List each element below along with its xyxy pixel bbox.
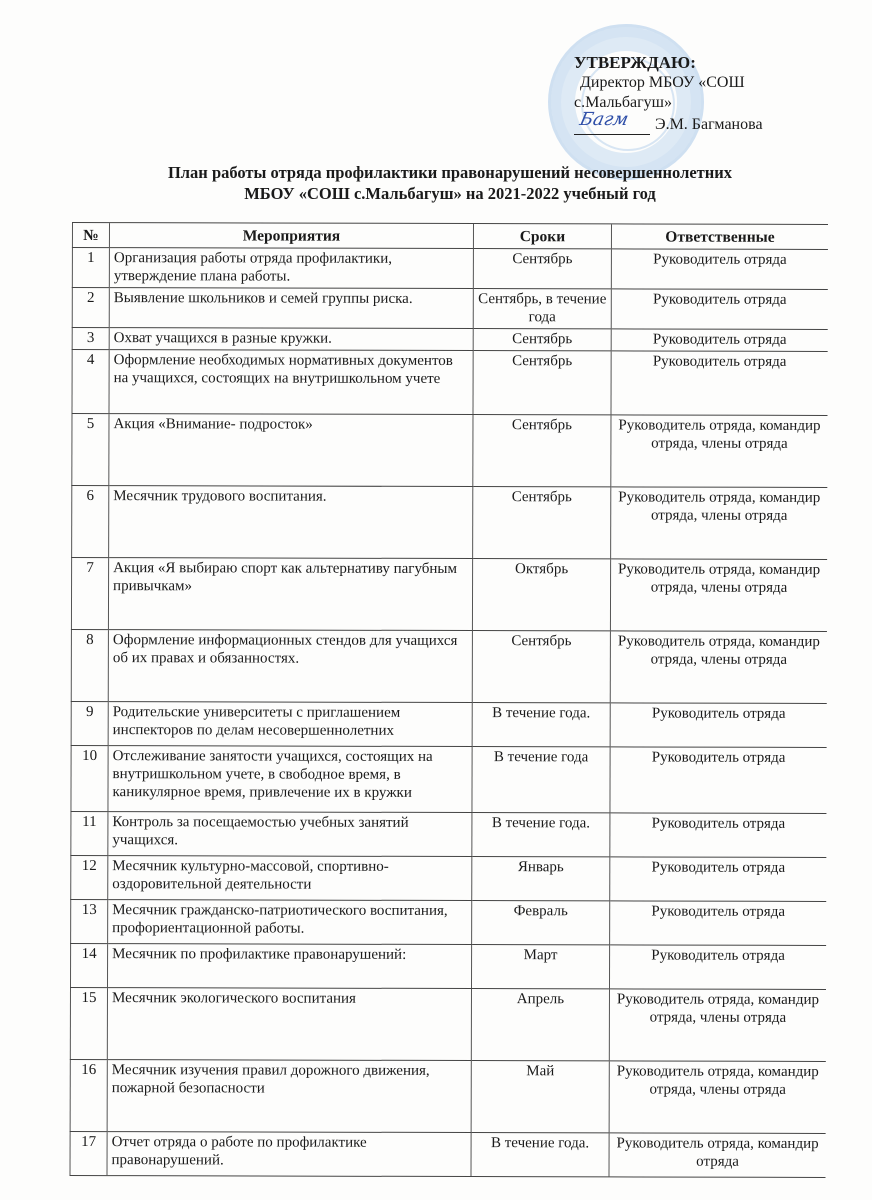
table-row xyxy=(70,987,826,1061)
cell-responsible: Руководитель отряда xyxy=(610,747,827,814)
plan-table xyxy=(70,222,828,1178)
document-title-line1: План работы отряда профилактики правонарушений несовершеннолетних xyxy=(167,163,733,182)
signature-row xyxy=(574,109,763,135)
cell-number: 4 xyxy=(72,350,109,414)
cell-number: 1 xyxy=(72,248,109,288)
approval-position-line1: Директор МБОУ «СОШ xyxy=(580,74,745,91)
cell-term: В течение года xyxy=(472,747,610,813)
table-row xyxy=(70,943,826,989)
cell-number: 8 xyxy=(71,629,108,701)
table-row xyxy=(72,248,828,290)
cell-event: Акция «Внимание- подросток» xyxy=(109,414,473,487)
cell-number: 14 xyxy=(70,943,107,987)
header-number: № xyxy=(72,223,109,248)
approval-position-line2: с.Мальбагуш» xyxy=(574,94,672,111)
cell-term: Сентябрь xyxy=(473,351,611,415)
cell-number: 11 xyxy=(71,811,108,855)
cell-event: Месячник экологического воспитания xyxy=(107,988,471,1061)
table-row xyxy=(71,701,827,747)
cell-responsible: Руководитель отряда xyxy=(610,857,827,902)
approval-block xyxy=(574,53,763,135)
table-row xyxy=(72,486,828,560)
cell-responsible: Руководитель отряда xyxy=(610,703,827,748)
cell-number: 6 xyxy=(72,486,109,558)
cell-term: Сентябрь xyxy=(472,631,610,703)
cell-event: Организация работы отряда профилактики, утверждение плана работы. xyxy=(109,248,473,289)
table-row xyxy=(70,1131,826,1177)
cell-responsible: Руководитель отряда xyxy=(611,351,828,416)
cell-responsible: Руководитель отряда, командир отряда, члены отряда xyxy=(610,631,827,704)
cell-event: Месячник культурно-массовой, спортивно-оздоровительной деятельности xyxy=(108,856,472,901)
table-row xyxy=(72,328,828,352)
cell-term: В течение года. xyxy=(472,703,610,747)
header-responsible: Ответственные xyxy=(611,224,828,250)
cell-responsible: Руководитель отряда xyxy=(611,249,828,290)
cell-term: В течение года. xyxy=(472,813,610,857)
table-header-row xyxy=(72,223,828,250)
table-row xyxy=(72,350,828,416)
cell-number: 9 xyxy=(71,701,108,745)
header-event: Мероприятия xyxy=(109,223,473,249)
cell-responsible: Руководитель отряда xyxy=(609,945,826,990)
table-row xyxy=(71,899,827,945)
cell-event: Месячник гражданско-патриотического воспитания, профориентационной работы. xyxy=(108,900,472,945)
cell-event: Контроль за посещаемостью учебных занятий учащихся. xyxy=(108,812,472,857)
cell-number: 7 xyxy=(71,558,108,630)
cell-event: Месячник по профилактике правонарушений: xyxy=(107,944,471,989)
cell-term: Апрель xyxy=(471,989,609,1061)
cell-number: 10 xyxy=(71,745,108,811)
cell-number: 16 xyxy=(70,1059,107,1131)
cell-responsible: Руководитель отряда, командир отряда, члены отряда xyxy=(611,415,828,488)
approval-title: УТВЕРЖДАЮ: xyxy=(574,53,696,72)
signature-line xyxy=(574,109,650,135)
cell-term: Октябрь xyxy=(472,559,610,631)
cell-event: Родительские университеты с приглашением инспекторов по делам несовершеннолетних xyxy=(108,702,472,747)
cell-event: Оформление необходимых нормативных документов на учащихся, состоящих на внутришкольном учете xyxy=(109,350,473,415)
cell-number: 17 xyxy=(70,1131,107,1175)
cell-event: Отслеживание занятости учащихся, состоящих на внутришкольном учете, в свободное время, в каникулярное время, привлечение их в кружки xyxy=(108,746,472,813)
cell-responsible: Руководитель отряда xyxy=(611,289,828,330)
cell-term: Сентябрь xyxy=(473,487,611,559)
cell-event: Месячник изучения правил дорожного движения, пожарной безопасности xyxy=(107,1060,471,1133)
cell-event: Месячник трудового воспитания. xyxy=(109,486,473,559)
cell-responsible: Руководитель отряда, командир отряда xyxy=(609,1133,826,1178)
cell-event: Охват учащихся в разные кружки. xyxy=(109,328,473,351)
document-title xyxy=(100,162,800,204)
cell-term: Сентябрь, в течение года xyxy=(473,289,611,329)
cell-term: Сентябрь xyxy=(473,329,611,351)
cell-event: Акция «Я выбираю спорт как альтернативу пагубным привычкам» xyxy=(108,558,472,631)
cell-responsible: Руководитель отряда, командир отряда, члены отряда xyxy=(609,1061,826,1134)
document-title-line2: МБОУ «СОШ с.Мальбагуш» на 2021-2022 учебный год xyxy=(244,184,656,203)
cell-term: Сентябрь xyxy=(473,249,611,289)
table-row xyxy=(72,414,828,488)
cell-number: 2 xyxy=(72,288,109,328)
cell-term: Январь xyxy=(472,857,610,901)
cell-number: 12 xyxy=(71,855,108,899)
table-row xyxy=(71,629,827,703)
cell-term: Февраль xyxy=(472,901,610,945)
cell-number: 13 xyxy=(71,899,108,943)
director-name: Э.М. Багманова xyxy=(655,116,763,133)
table-row xyxy=(72,288,828,330)
cell-term: Март xyxy=(471,945,609,989)
table-row xyxy=(70,1059,826,1133)
cell-number: 15 xyxy=(70,987,107,1059)
table-row xyxy=(71,855,827,901)
signature: Багм xyxy=(577,109,631,130)
header-term: Сроки xyxy=(473,224,611,249)
cell-term: В течение года. xyxy=(471,1133,609,1177)
cell-responsible: Руководитель отряда xyxy=(610,813,827,858)
table-row xyxy=(71,745,827,813)
cell-number: 3 xyxy=(72,328,109,350)
cell-term: Май xyxy=(471,1061,609,1133)
cell-responsible: Руководитель отряда, командир отряда, члены отряда xyxy=(611,487,828,560)
cell-event: Оформление информационных стендов для учащихся об их правах и обязанностях. xyxy=(108,630,472,703)
table-row xyxy=(71,811,827,857)
cell-responsible: Руководитель отряда xyxy=(610,901,827,946)
cell-responsible: Руководитель отряда, командир отряда, члены отряда xyxy=(610,559,827,632)
cell-event: Отчет отряда о работе по профилактике правонарушений. xyxy=(107,1132,471,1177)
cell-responsible: Руководитель отряда, командир отряда, члены отряда xyxy=(609,989,826,1062)
table-row xyxy=(71,558,827,632)
cell-event: Выявление школьников и семей группы риска. xyxy=(109,288,473,329)
table-body xyxy=(70,248,828,1178)
cell-term: Сентябрь xyxy=(473,415,611,487)
cell-number: 5 xyxy=(72,414,109,486)
cell-responsible: Руководитель отряда xyxy=(611,329,828,352)
